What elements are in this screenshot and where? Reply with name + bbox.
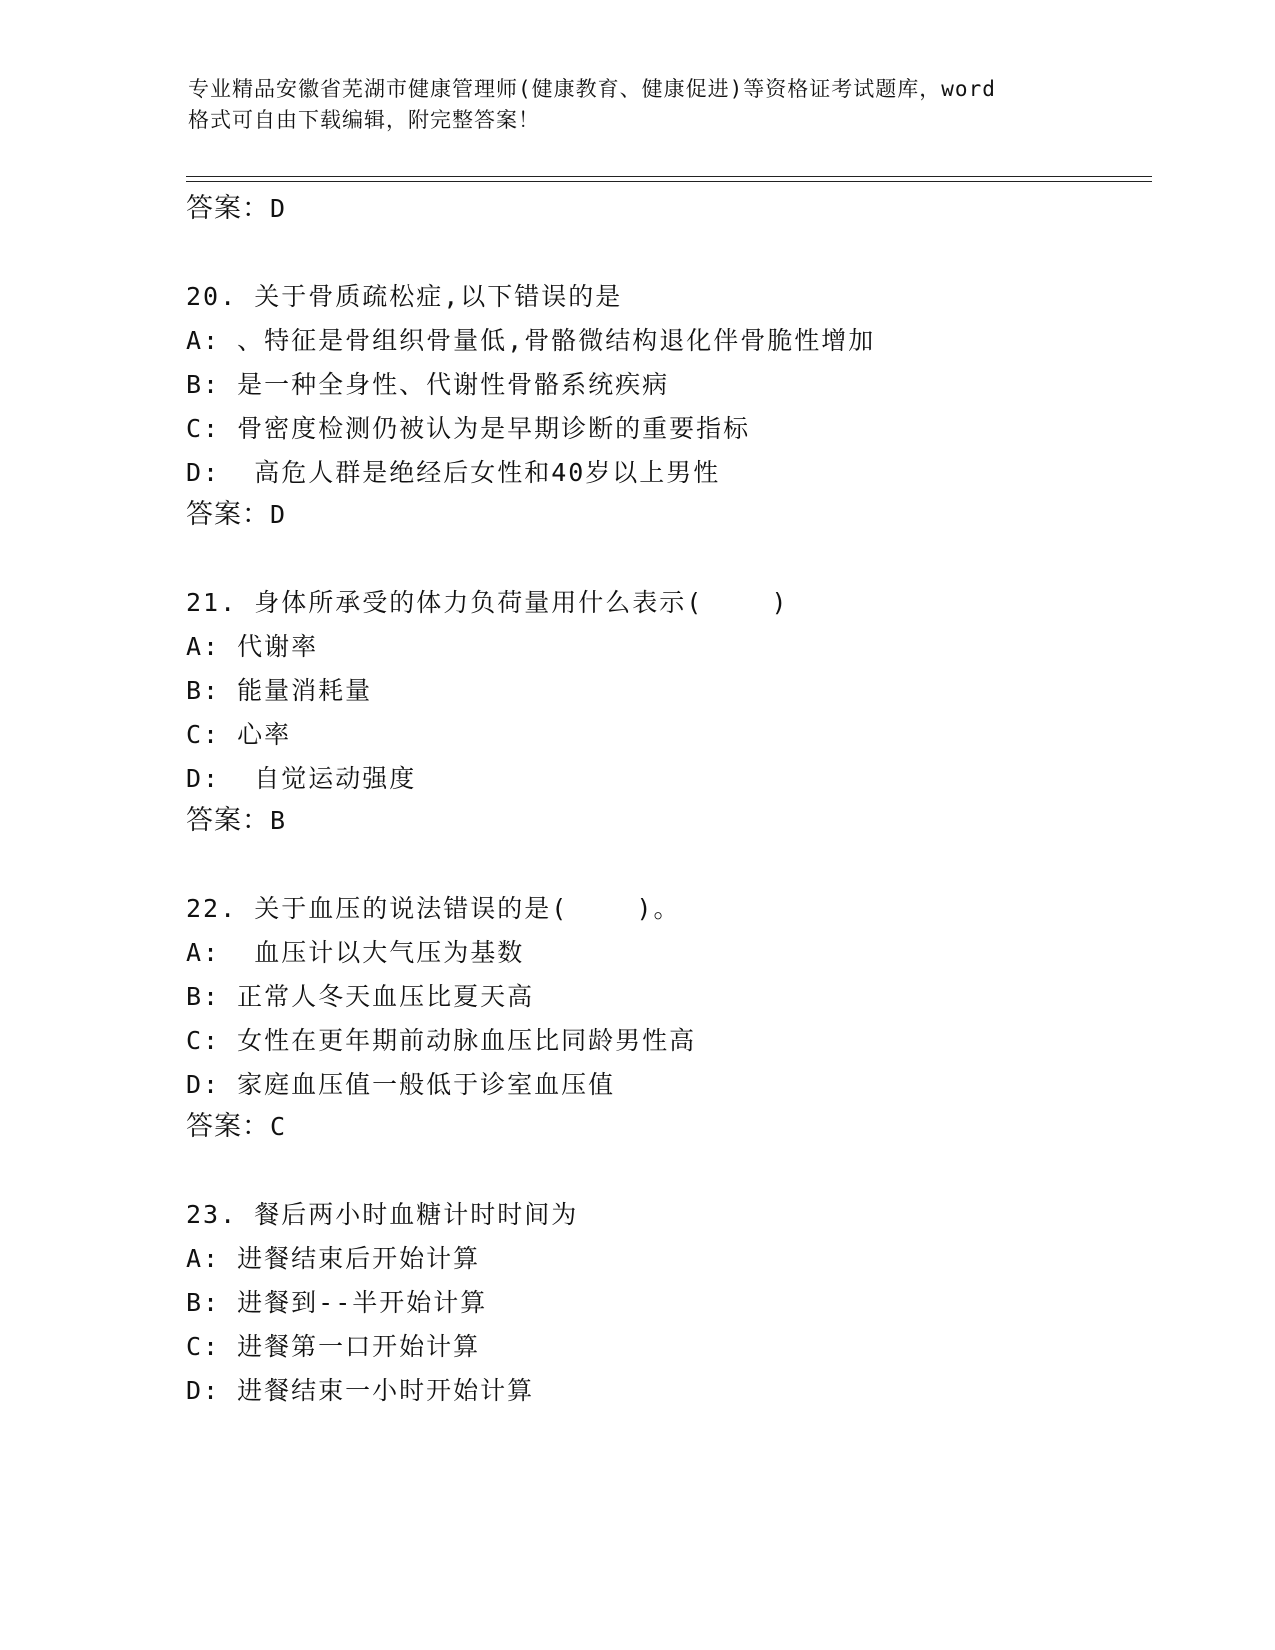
answer-value: C [270, 1112, 287, 1141]
option-d: D: 进餐结束一小时开始计算 [186, 1376, 535, 1405]
option-c: C: 进餐第一口开始计算 [186, 1332, 481, 1361]
option-d: D: 家庭血压值一般低于诊室血压值 [186, 1070, 616, 1099]
option-a: A: 血压计以大气压为基数 [186, 938, 525, 967]
answer-value: B [270, 806, 287, 835]
answer-label: 答案： [186, 499, 270, 530]
answer-label: 答案： [186, 1111, 270, 1142]
answer-label: 答案： [186, 193, 270, 224]
question-stem: 22. 关于血压的说法错误的是( )。 [186, 894, 681, 923]
option-a: A: 代谢率 [186, 632, 319, 661]
document-header [188, 74, 1088, 136]
option-c: C: 心率 [186, 720, 292, 749]
answer-line [186, 194, 286, 224]
header-rule-bottom [186, 181, 1152, 182]
answer-line [186, 1112, 286, 1142]
option-d: D: 高危人群是绝经后女性和40岁以上男性 [186, 458, 721, 487]
answer-value: D [270, 194, 287, 223]
option-a: A: 、特征是骨组织骨量低,骨骼微结构退化伴骨脆性增加 [186, 326, 876, 355]
answer-line [186, 500, 286, 530]
option-a: A: 进餐结束后开始计算 [186, 1244, 481, 1273]
question-stem: 20. 关于骨质疏松症,以下错误的是 [186, 282, 623, 311]
answer-label: 答案： [186, 805, 270, 836]
question-stem: 23. 餐后两小时血糖计时时间为 [186, 1200, 579, 1229]
option-c: C: 女性在更年期前动脉血压比同龄男性高 [186, 1026, 697, 1055]
option-b: B: 是一种全身性、代谢性骨骼系统疾病 [186, 370, 670, 399]
option-b: B: 进餐到--半开始计算 [186, 1288, 488, 1317]
answer-line [186, 806, 286, 836]
option-b: B: 正常人冬天血压比夏天高 [186, 982, 535, 1011]
header-rule-top [186, 176, 1152, 177]
header-line-2: 格式可自由下载编辑，附完整答案！ [188, 108, 540, 132]
option-d: D: 自觉运动强度 [186, 764, 417, 793]
option-c: C: 骨密度检测仍被认为是早期诊断的重要指标 [186, 414, 751, 443]
option-b: B: 能量消耗量 [186, 676, 373, 705]
answer-value: D [270, 500, 287, 529]
question-stem: 21. 身体所承受的体力负荷量用什么表示( ) [186, 588, 789, 617]
header-line-1: 专业精品安徽省芜湖市健康管理师(健康教育、健康促进)等资格证考试题库，word [188, 77, 996, 101]
